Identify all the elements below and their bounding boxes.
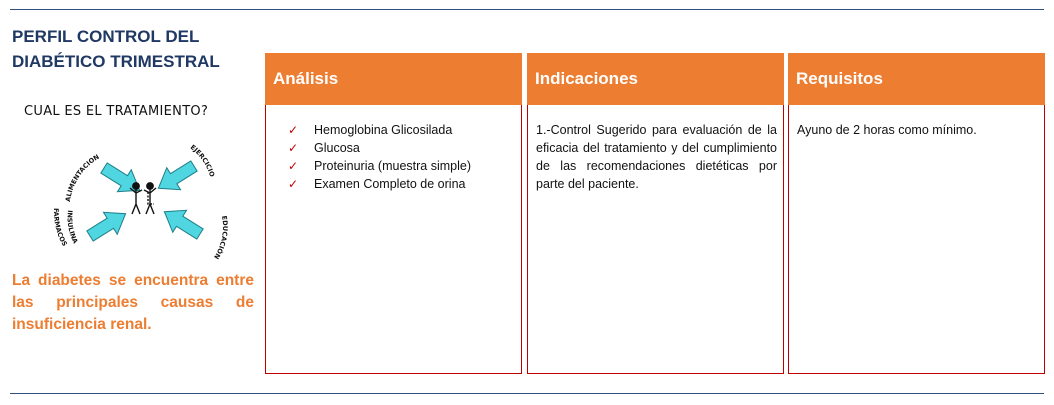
list-item: ✓ Glucosa [288,141,360,155]
bottom-divider [10,393,1044,394]
check-mark-icon: ✓ [288,123,299,137]
indicaciones-card [527,53,784,374]
requisitos-card [788,53,1045,374]
requisitos-text: Ayuno de 2 horas como mínimo. [797,123,977,137]
people-figures-icon [130,183,156,214]
label-farmacos: FARMACOS [51,207,69,248]
page-title [12,24,252,74]
label-insulina: INSULINA [65,209,80,245]
list-item: ✓ Examen Completo de orina [288,177,466,191]
arrow-bottom-right-icon [157,201,206,245]
analisis-header: Análisis [265,53,522,105]
indicaciones-text: 1.-Control Sugerido para evaluación de la eficacia del tratamiento y del cumplimiento de las recomendaciones dietéticas por parte del paciente. [536,123,777,191]
arrow-bottom-left-icon [83,203,132,247]
label-alimentacion: ALIMENTACION [64,152,101,203]
requisitos-header: Requisitos [788,53,1045,105]
label-ejercicio: EJERCICIO [188,143,217,178]
list-item: ✓ Proteinuria (muestra simple) [288,159,471,173]
indicaciones-header: Indicaciones [527,53,784,105]
top-divider [10,9,1044,10]
treatment-arrows-illustration [44,138,244,266]
check-mark-icon: ✓ [288,141,299,155]
label-educacion: EDUCACIÓN [212,215,230,261]
treatment-question: CUAL ES EL TRATAMIENTO? [24,104,209,119]
check-mark-icon: ✓ [288,177,299,191]
analisis-list [274,121,515,193]
analisis-card [265,53,522,374]
renal-warning-note: La diabetes se encuentra entre las principales causas de insuficiencia renal. [12,272,254,333]
page-title-line-2: DIABÉTICO TRIMESTRAL [12,52,220,71]
arrow-top-right-icon [151,155,200,199]
list-item: ✓ Hemoglobina Glicosilada [288,123,453,137]
arrow-top-left-icon [97,157,146,201]
page-title-line-1: PERFIL CONTROL DEL [12,27,200,46]
check-mark-icon: ✓ [288,159,299,173]
